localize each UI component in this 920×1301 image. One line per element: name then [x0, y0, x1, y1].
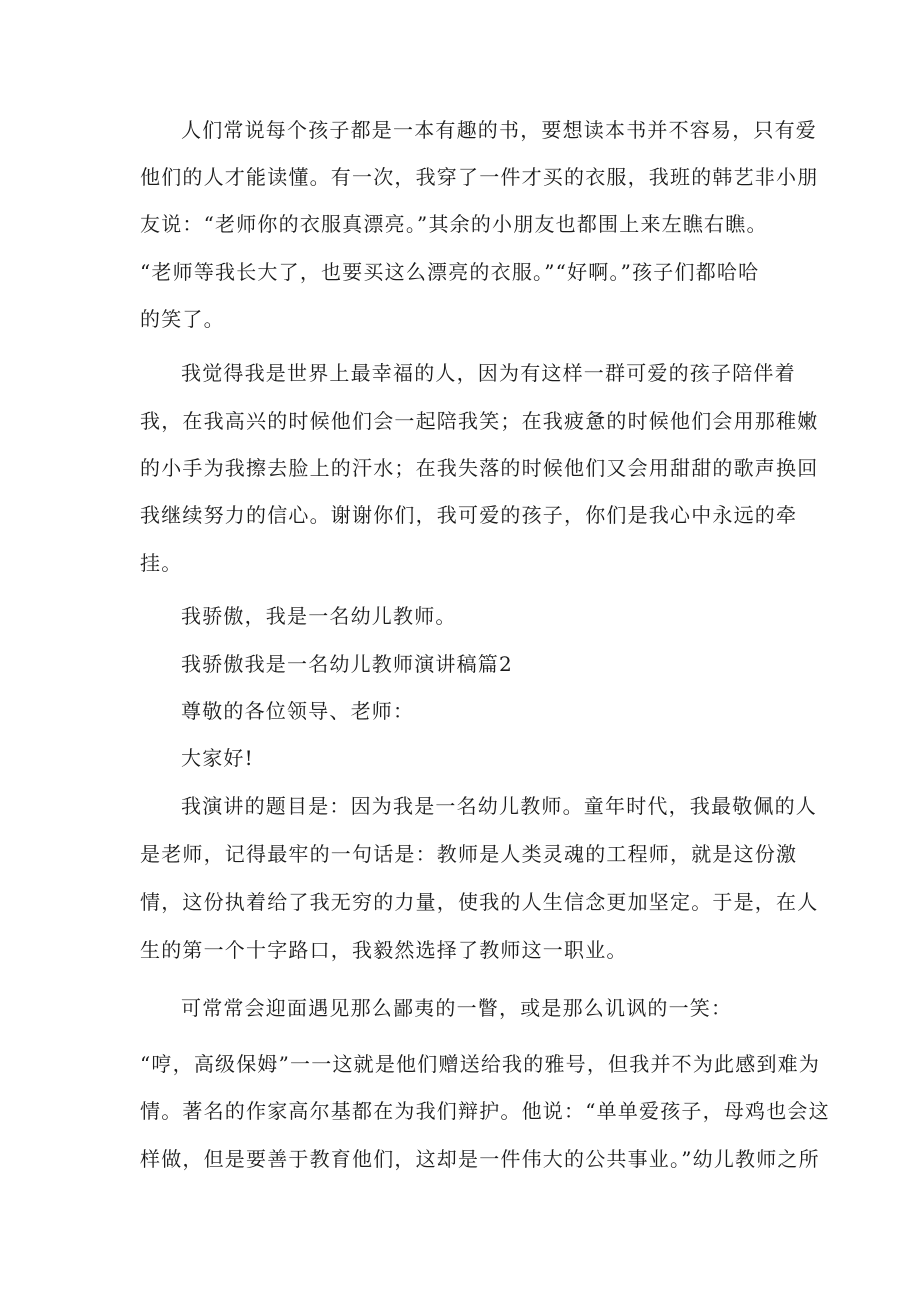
closing-statement: 我骄傲，我是一名幼儿教师。: [181, 604, 457, 628]
greeting: 大家好!: [181, 746, 254, 770]
paragraph-1-line-3: 友说：“老师你的衣服真漂亮。”其余的小朋友也都围上来左瞧右瞧。: [140, 212, 768, 236]
paragraph-1-line-1: 人们常说每个孩子都是一本有趣的书，要想读本书并不容易，只有爱: [181, 118, 817, 142]
paragraph-3-line-3: 情，这份执着给了我无穷的力量，使我的人生信念更加坚定。于是，在人: [140, 890, 819, 914]
paragraph-1-line-5: 的笑了。: [140, 307, 225, 331]
paragraph-3-line-4: 生的第一个十字路口，我毅然选择了教师这一职业。: [140, 938, 628, 962]
paragraph-5-line-3: 样做，但是要善于教育他们，这却是一件伟大的公共事业。”幼儿教师之所: [140, 1147, 820, 1171]
section-title: 我骄傲我是一名幼儿教师演讲稿篇2: [181, 652, 513, 676]
paragraph-2-line-3: 的小手为我擦去脸上的汗水；在我失落的时候他们又会用甜甜的歌声换回: [140, 456, 819, 480]
paragraph-1-line-2: 他们的人才能读懂。有一次，我穿了一件才买的衣服，我班的韩艺非小朋: [140, 165, 819, 189]
paragraph-3-line-1: 我演讲的题目是：因为我是一名幼儿教师。童年时代，我最敬佩的人: [181, 794, 817, 818]
paragraph-2-line-1: 我觉得我是世界上最幸福的人，因为有这样一群可爱的孩子陪伴着: [181, 361, 796, 385]
salutation: 尊敬的各位领导、老师：: [181, 699, 415, 723]
paragraph-5-line-1: “哼，高级保姆”一一这就是他们赠送给我的雅号，但我并不为此感到难为: [140, 1052, 821, 1076]
paragraph-2-line-2: 我，在我高兴的时候他们会一起陪我笑；在我疲惫的时候他们会用那稚嫩: [140, 409, 819, 433]
paragraph-2-line-4: 我继续努力的信心。谢谢你们，我可爱的孩子，你们是我心中永远的牵: [140, 503, 798, 527]
paragraph-5-line-2: 情。著名的作家高尔基都在为我们辩护。他说：“单单爱孩子，母鸡也会这: [140, 1099, 830, 1123]
paragraph-1-line-4: “老师等我长大了，也要买这么漂亮的衣服。”“好啊。”孩子们都哈哈: [140, 260, 760, 284]
paragraph-3-line-2: 是老师，记得最牢的一句话是：教师是人类灵魂的工程师，就是这份激: [140, 842, 798, 866]
paragraph-2-line-5: 挂。: [140, 551, 183, 575]
paragraph-4-line-1: 可常常会迎面遇见那么鄙夷的一瞥，或是那么讥讽的一笑：: [181, 996, 733, 1020]
